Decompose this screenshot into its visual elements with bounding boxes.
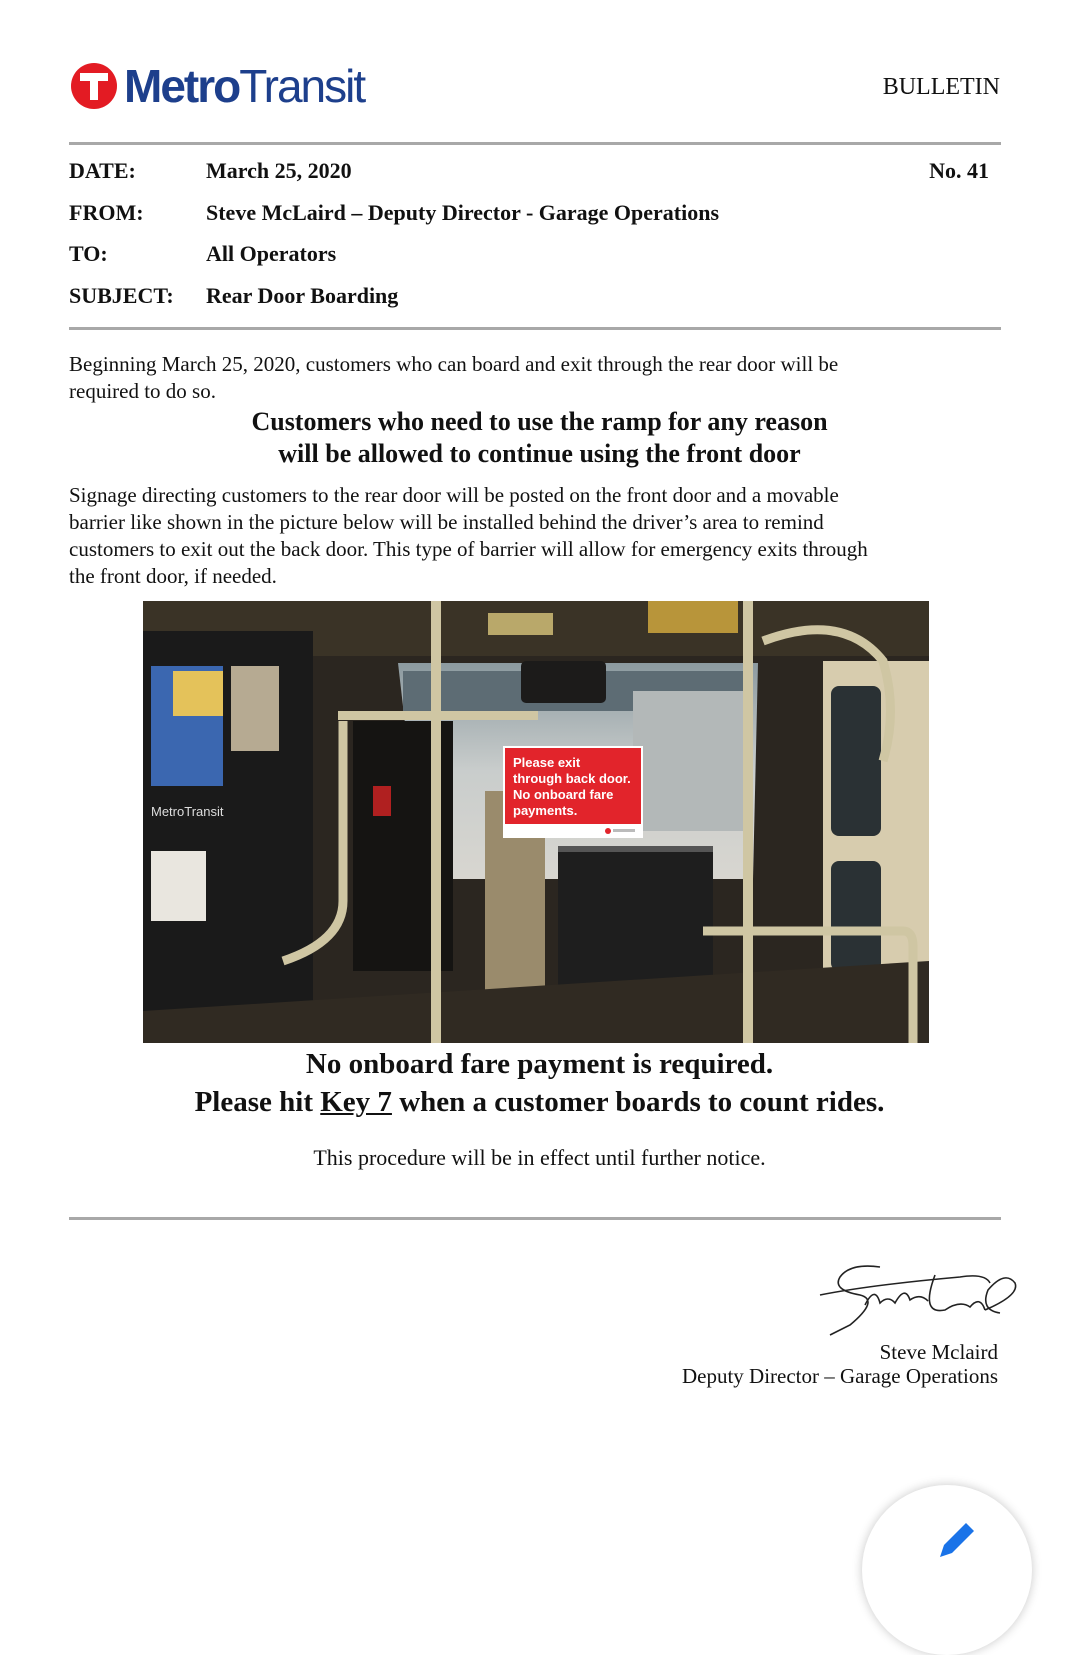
intro-paragraph: Beginning March 25, 2020, customers who can board and exit through the rear door will be required to do so. [69, 352, 839, 403]
signage-paragraph: Signage directing customers to the rear door will be posted on the front door and a movable barrier like shown in the picture below will be installed behind the driver’s area to remind customers to exit out the back door. This type of barrier will allow for emergency exits through the front door, if needed. [69, 483, 868, 588]
signer-name: Steve Mclaird [879, 1340, 998, 1364]
footer-divider [69, 1217, 1001, 1220]
ramp-highlight: Customers who need to use the ramp for any reason will be allowed to continue using the front door [251, 407, 828, 468]
metro-t-logo-icon [70, 62, 118, 110]
date-label: DATE: [69, 158, 136, 183]
subject-label: SUBJECT: [69, 283, 174, 308]
logo-wordmark: MetroTransit [124, 60, 365, 112]
metro-transit-logo [70, 62, 364, 110]
bus-interior-photo [143, 601, 929, 1043]
callout-line-2: Please hit Key 7 when a customer boards to count rides. [194, 1086, 885, 1118]
sign-line-1: Please exit [513, 755, 581, 770]
handwritten-signature [810, 1255, 1030, 1340]
date-value: March 25, 2020 [206, 158, 352, 183]
subject-value: Rear Door Boarding [206, 283, 399, 308]
to-label: TO: [69, 241, 108, 266]
bulletin-label: BULLETIN [882, 74, 1000, 100]
from-label: FROM: [69, 200, 144, 225]
meta-divider [69, 327, 1001, 330]
from-value: Steve McLaird – Deputy Director - Garage Operations [206, 200, 720, 225]
edit-fab-button[interactable] [862, 1485, 1032, 1655]
pencil-icon [932, 1515, 982, 1565]
header-divider [69, 142, 1001, 145]
bulletin-number: No. 41 [929, 158, 989, 183]
signer-title: Deputy Director – Garage Operations [681, 1364, 998, 1388]
fare-callout [0, 1045, 1079, 1121]
sign-line-3: No onboard fare [513, 787, 614, 802]
sign-line-2: through back door. [513, 771, 631, 786]
effect-notice: This procedure will be in effect until further notice. [313, 1145, 766, 1170]
callout-line-1: No onboard fare payment is required. [305, 1048, 774, 1080]
to-value: All Operators [206, 241, 337, 266]
sign-line-4: payments. [513, 803, 578, 818]
panel-brand-text: MetroTransit [151, 804, 224, 819]
key-7-text: Key 7 [320, 1086, 392, 1118]
